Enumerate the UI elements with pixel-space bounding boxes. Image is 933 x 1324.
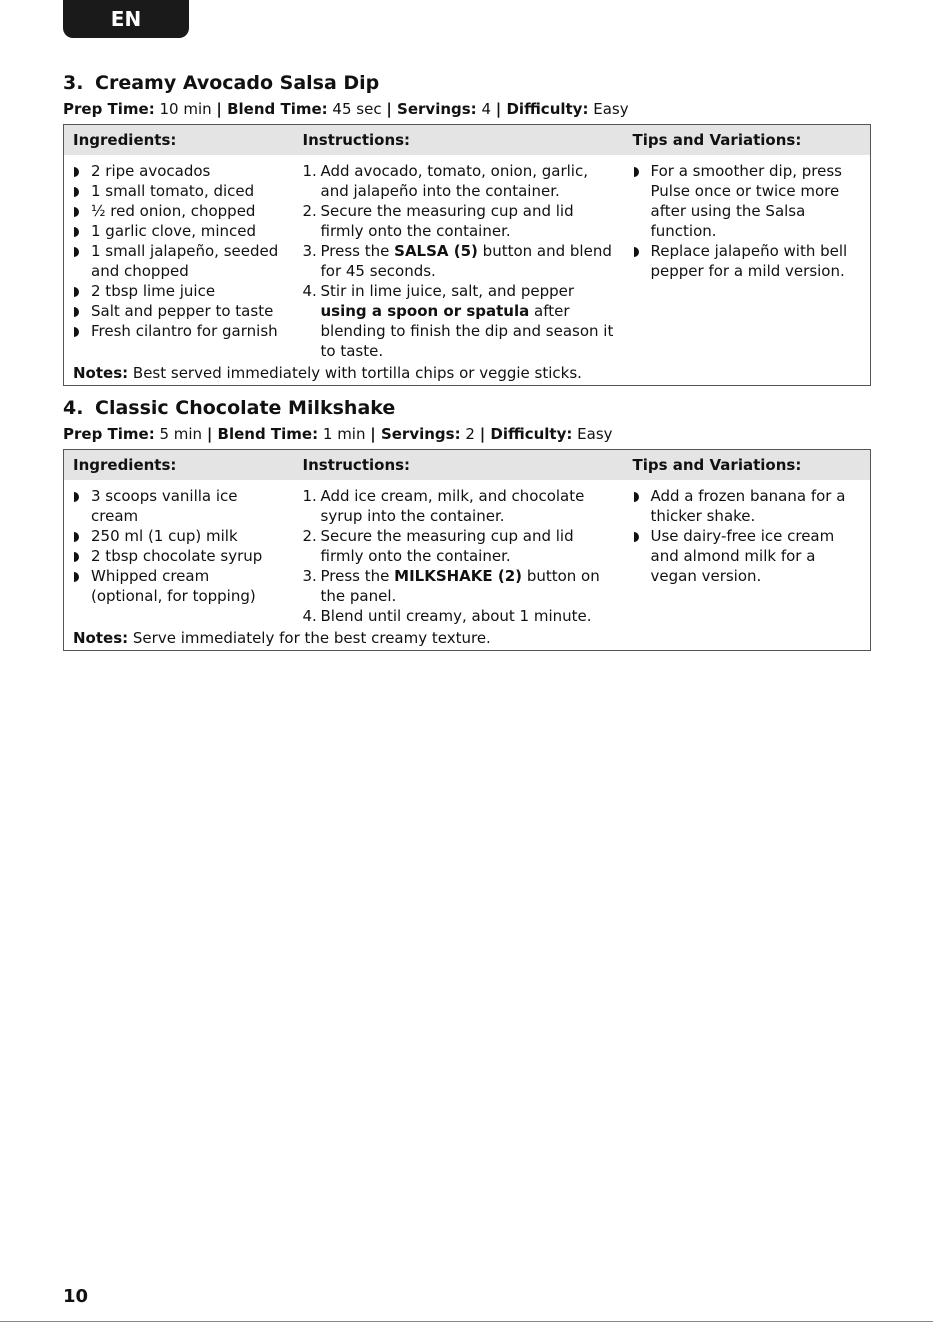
instruction-step [303,161,615,201]
recipe-notes [64,361,871,386]
bottom-rule [0,1321,933,1322]
ingredient-item: ½ red onion, chopped [73,201,285,221]
step-number: 1. [302,487,317,505]
step-text-after: after blending to finish the dip and season it to taste. [320,302,614,360]
prep-label: Prep Time: [63,425,155,443]
instructions-list [303,486,615,626]
ingredient-item: 1 small jalapeño, seeded and chopped [73,241,285,281]
ingredient-item: Whipped cream (optional, for topping) [73,566,285,606]
tips-cell [624,155,871,361]
ingredients-cell [64,480,294,626]
tip-item: Add a frozen banana for a thicker shake. [633,486,862,526]
instructions-header: Instructions: [294,125,624,156]
tip-item: Use dairy-free ice cream and almond milk for a vegan version. [633,526,862,586]
ingredients-list [73,486,285,606]
step-text: Add avocado, tomato, onion, garlic, and jalapeño into the container. [320,162,588,200]
step-text: Stir in lime juice, salt, and pepper [320,282,575,300]
tip-item: For a smoother dip, press Pulse once or twice more after using the Salsa function. [633,161,862,241]
tips-header: Tips and Variations: [624,125,871,156]
recipe-chocolate-milkshake [63,394,870,651]
instruction-step [303,566,615,606]
tips-list [633,486,862,586]
instruction-step [303,606,615,626]
prep-label: Prep Time: [63,100,155,118]
instruction-step [303,281,615,361]
page-number: 10 [63,1286,89,1307]
ingredients-list [73,161,285,341]
recipe-table [63,124,871,386]
recipe-name: Classic Chocolate Milkshake [95,397,396,419]
ingredient-item: 3 scoops vanilla ice cream [73,486,285,526]
tips-header: Tips and Variations: [624,450,871,481]
recipe-title [63,69,870,97]
prep-value: 5 min [154,425,207,443]
ingredient-item: 1 small tomato, diced [73,181,285,201]
notes-text: Serve immediately for the best creamy texture. [128,629,491,647]
servings-label: | Servings: [386,100,477,118]
recipe-name: Creamy Avocado Salsa Dip [95,72,380,94]
recipe-meta [63,422,870,446]
ingredient-item: 2 tbsp chocolate syrup [73,546,285,566]
blend-label: | Blend Time: [206,425,319,443]
step-number: 2. [302,527,317,545]
step-text-after: button on the panel. [320,567,600,605]
tip-item: Replace jalapeño with bell pepper for a mild version. [633,241,862,281]
ingredients-header: Ingredients: [64,125,294,156]
difficulty-value: Easy [588,100,629,118]
instruction-step [303,201,615,241]
servings-label: | Servings: [370,425,461,443]
step-number: 1. [302,162,317,180]
step-text-after: button and blend for 45 seconds. [320,242,612,280]
notes-label: Notes: [73,364,129,382]
recipe-number: 4. [63,397,84,419]
instruction-step [303,241,615,281]
tips-cell [624,480,871,626]
step-button-name: MILKSHAKE (2) [394,567,523,585]
ingredient-item: 1 garlic clove, minced [73,221,285,241]
servings-value: 4 [476,100,496,118]
step-text: Press the [320,242,395,260]
instructions-cell [294,480,624,626]
notes-text: Best served immediately with tortilla chips or veggie sticks. [128,364,582,382]
prep-value: 10 min [154,100,217,118]
ingredient-item: Fresh cilantro for garnish [73,321,285,341]
ingredient-item: 2 ripe avocados [73,161,285,181]
recipe-table [63,449,871,651]
step-button-name: SALSA (5) [394,242,478,260]
step-text: Add ice cream, milk, and chocolate syrup into the container. [320,487,585,525]
difficulty-label: | Difficulty: [479,425,573,443]
recipe-title [63,394,870,422]
servings-value: 2 [460,425,480,443]
instruction-step [303,486,615,526]
step-number: 3. [302,567,317,585]
blend-value: 1 min [318,425,371,443]
ingredients-header: Ingredients: [64,450,294,481]
step-number: 4. [302,607,317,625]
blend-value: 45 sec [327,100,387,118]
step-text: Press the [320,567,395,585]
ingredient-item: Salt and pepper to taste [73,301,285,321]
instructions-header: Instructions: [294,450,624,481]
recipe-avocado-salsa [63,69,870,386]
step-number: 3. [302,242,317,260]
blend-label: | Blend Time: [216,100,328,118]
step-number: 2. [302,202,317,220]
instructions-cell [294,155,624,361]
recipe-meta [63,97,870,121]
tips-list [633,161,862,281]
difficulty-label: | Difficulty: [495,100,589,118]
step-text: Blend until creamy, about 1 minute. [320,607,592,625]
instructions-list [303,161,615,361]
step-number: 4. [302,282,317,300]
ingredient-item: 2 tbsp lime juice [73,281,285,301]
recipe-notes [64,626,871,651]
step-emphasis: using a spoon or spatula [320,302,530,320]
language-tab: EN [63,0,189,38]
step-text: Secure the measuring cup and lid firmly onto the container. [320,202,574,240]
notes-label: Notes: [73,629,129,647]
recipe-number: 3. [63,72,84,94]
difficulty-value: Easy [572,425,613,443]
ingredient-item: 250 ml (1 cup) milk [73,526,285,546]
ingredients-cell [64,155,294,361]
step-text: Secure the measuring cup and lid firmly onto the container. [320,527,574,565]
instruction-step [303,526,615,566]
